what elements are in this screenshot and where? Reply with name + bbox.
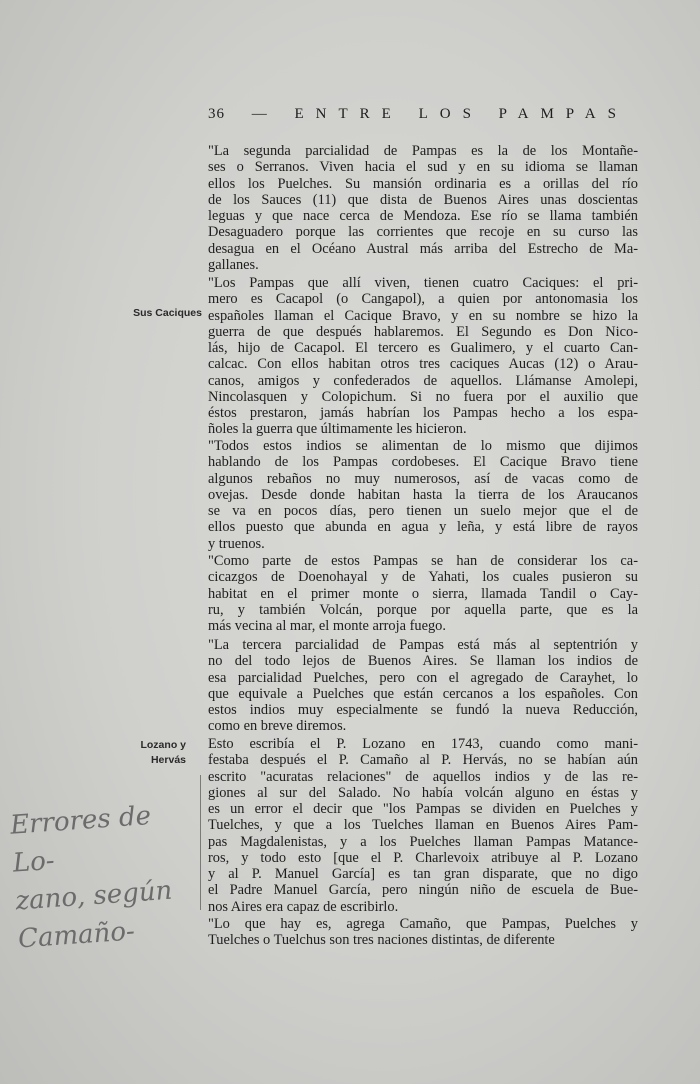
text-line: festaba después el P. Camaño al P. Hervás, no se habían aún	[208, 752, 638, 769]
text-line: lás, hijo de Cacapol. El tercero es Gualimero, y el cuarto Can-	[208, 340, 638, 356]
text-line: "Como parte de estos Pampas se han de considerar los ca-	[208, 553, 638, 569]
body-paragraph-3	[208, 438, 638, 552]
text-line: ses o Serranos. Viven hacia el sud y en su idioma se llaman	[208, 159, 638, 176]
text-line: leguas y que nace cerca de Mendoza. Ese río se llama también	[208, 208, 638, 224]
text-line: escrito "acuratas relaciones" de aquellos indios y de las re-	[208, 768, 638, 785]
handwritten-line-2: zano, según	[14, 875, 174, 917]
text-line: y truenos.	[208, 535, 265, 552]
text-line: desagua en el Océano Austral más arriba del Estrecho de Ma-	[208, 240, 638, 257]
text-line: se va en pocos días, pero tienen un suelo mejor que el de	[208, 503, 638, 519]
page-number: 36	[208, 106, 225, 122]
body-paragraph-1	[208, 143, 638, 273]
text-line: ru, y también Volcán, porque por aquella parte, que es la	[208, 601, 638, 618]
text-line: canos, amigos y confederados de aquellos. Llámanse Amolepi,	[208, 372, 638, 389]
body-paragraph-6	[208, 736, 638, 915]
text-line: algunos rebaños no muy numerosos, así de vacas como de	[208, 470, 638, 487]
text-line: calcac. Con ellos habitan otros tres caciques Aucas (12) o Arau-	[208, 356, 638, 373]
text-line: como en breve diremos.	[208, 718, 347, 735]
running-title: ENTRE LOS PAMPAS	[294, 106, 628, 122]
text-line: guerra de que después hablaremos. El Segundo es Don Nico-	[208, 323, 638, 340]
text-line: ñoles la guerra que últimamente les hicieron.	[208, 421, 467, 438]
text-line: Nincolasquen y Colopichum. Si no fuera por el auxilio que	[208, 388, 638, 405]
text-line: gallanes.	[208, 256, 259, 273]
body-paragraph-2	[208, 275, 638, 438]
text-line: estos indios muy especialmente se fundó la nueva Reducción,	[208, 702, 638, 718]
text-line: ellos puesto que abunda en agua y leña, y está libre de rayos	[208, 519, 638, 536]
text-line: hablando de los Pampas cordobeses. El Cacique Bravo tiene	[208, 454, 638, 471]
text-line: Tuelches, y que a los Tuelches llaman en Buenos Aires Pam-	[208, 817, 638, 834]
text-line: "La segunda parcialidad de Pampas es la de los Montañe-	[208, 143, 638, 159]
handwritten-line-1: Errores de Lo-	[9, 800, 152, 879]
body-paragraph-5	[208, 637, 638, 735]
text-line: "Los Pampas que allí viven, tienen cuatro Caciques: el pri-	[208, 275, 638, 291]
text-line: Tuelches o Tuelchus son tres naciones distintas, de diferente	[208, 932, 555, 949]
text-line: nos Aires era capaz de escribirlo.	[208, 898, 399, 915]
page-header	[208, 106, 638, 123]
text-line: giones al sur del Salado. No había volcán alguno en éstas y	[208, 784, 638, 801]
text-line: éstos prestaron, jamás habrían los Pampas hecho a los espa-	[208, 405, 638, 421]
margin-note-lozano-line2: Hervás	[150, 754, 186, 766]
text-line: el Padre Manuel García, pero ningún niño de escuela de Bue-	[208, 882, 638, 899]
text-line: Desaguadero porque las corrientes que recoje en su curso las	[208, 224, 638, 241]
text-line: ros, y todo esto [que el P. Charlevoix atribuye al P. Lozano	[208, 849, 638, 866]
text-line: ellos los Puelches. Su mansión ordinaria es a orillas del río	[208, 175, 638, 192]
text-line: esa parcialidad Puelches, pero con el agregado de Carayhet, lo	[208, 669, 638, 686]
text-line: que equivale a Puelches que están cercanos a los españoles. Con	[208, 685, 638, 702]
text-line: de los Sauces (11) que dista de Buenos Aires unas doscientas	[208, 191, 638, 208]
text-line: no del todo lejos de Buenos Aires. Se llaman los indios de	[208, 653, 638, 670]
margin-note-caciques-text: Sus Caciques	[133, 307, 202, 319]
handwritten-annotation	[9, 794, 209, 959]
text-line: es un error el decir que "los Pampas se dividen en Puelches y	[208, 801, 638, 817]
text-line: habitat en el primer monte o sierra, llamada Tandil o Cay-	[208, 585, 638, 602]
text-line: "Lo que hay es, agrega Camaño, que Pampas, Puelches y	[208, 916, 638, 932]
text-line: ovejas. Desde donde habitan hasta la tierra de los Araucanos	[208, 486, 638, 503]
text-line: "La tercera parcialidad de Pampas está más al septentrión y	[208, 637, 638, 653]
margin-note-caciques	[96, 306, 202, 321]
text-line: "Todos estos indios se alimentan de lo mismo que dijimos	[208, 438, 638, 454]
text-line: y al P. Manuel García] es tan gran disparate, que no digo	[208, 866, 638, 882]
text-line: más vecina al mar, el monte arroja fuego.	[208, 618, 446, 634]
header-dash: —	[251, 106, 268, 122]
text-line: Esto escribía el P. Lozano en 1743, cuando como mani-	[208, 736, 638, 752]
body-paragraph-7	[208, 916, 638, 949]
text-line: mero es Cacapol (o Cangapol), a quien por antonomasia los	[208, 291, 638, 308]
body-paragraph-4	[208, 553, 638, 634]
margin-note-lozano	[100, 738, 186, 768]
text-line: pas Magdalenistas, y a los Puelches llaman Pampas Matance-	[208, 833, 638, 850]
margin-note-lozano-line1: Lozano y	[140, 739, 186, 751]
text-line: cicazgos de Doenohayal y de Yahati, los cuales pusieron su	[208, 569, 638, 586]
text-line: españoles llaman el Cacique Bravo, y en su nombre se hizo la	[208, 307, 638, 324]
handwritten-line-3: Camaño-	[17, 916, 136, 955]
